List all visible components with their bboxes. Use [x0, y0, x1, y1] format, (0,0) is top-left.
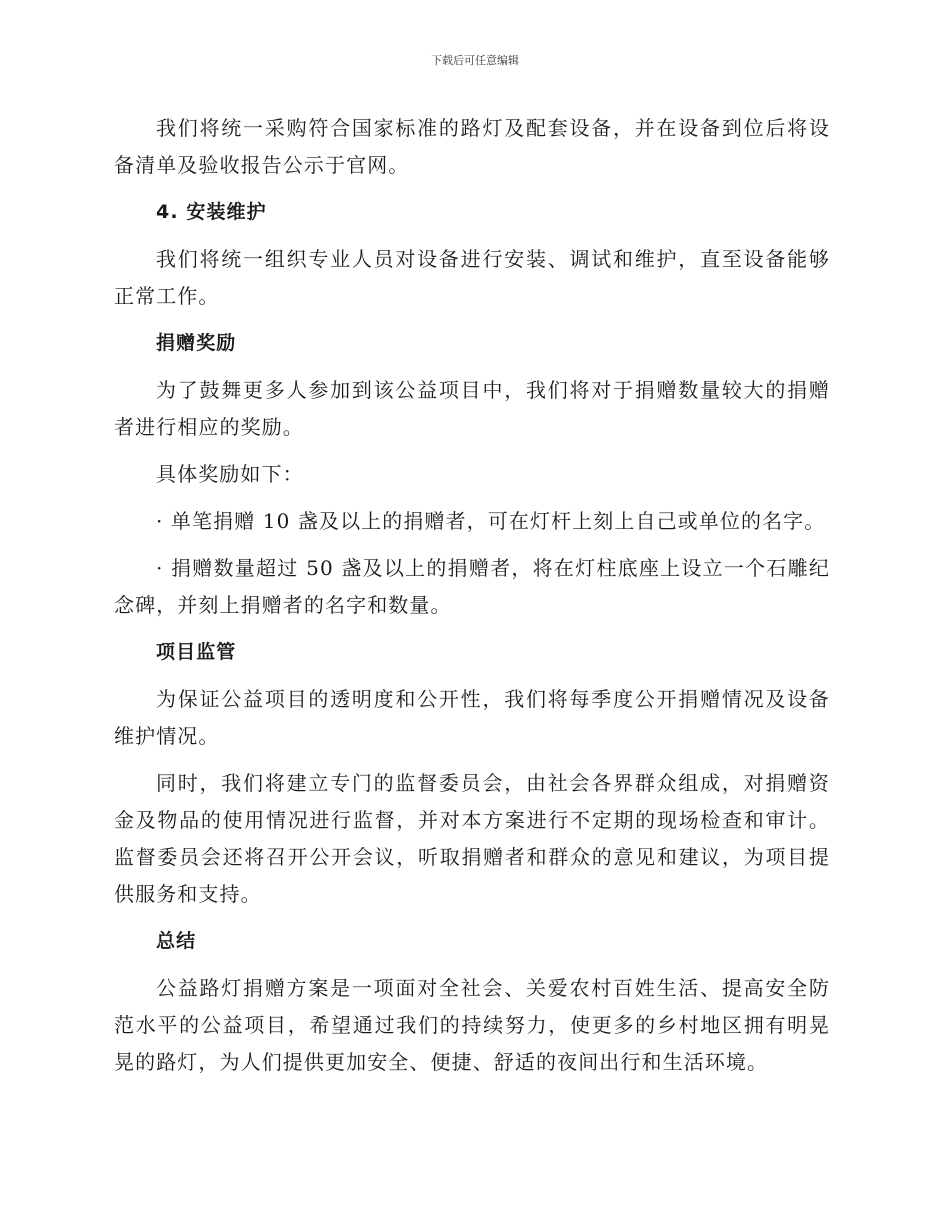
- heading-project-supervision: 项目监管: [156, 641, 237, 663]
- heading-summary: 总结: [156, 930, 197, 952]
- heading-installation: 4. 安装维护: [156, 201, 267, 223]
- paragraph-procurement: 我们将统一采购符合国家标准的路灯及配套设备，并在设备到位后将设备清单及验收报告公示于官网。: [114, 116, 830, 177]
- paragraph-rewards-list-title: 具体奖励如下：: [156, 462, 304, 486]
- document-body: [114, 110, 830, 1091]
- paragraph-summary: 公益路灯捐赠方案是一项面对全社会、关爱农村百姓生活、提高安全防范水平的公益项目，希望通过我们的持续努力，使更多的乡村地区拥有明晃晃的路灯，为人们提供更加安全、便捷、舒适的夜间出行和生活环境。: [114, 976, 830, 1074]
- heading-donation-rewards: 捐赠奖励: [156, 332, 237, 354]
- paragraph-installation: 我们将统一组织专业人员对设备进行安装、调试和维护，直至设备能够正常工作。: [114, 247, 830, 308]
- list-item-reward-10: · 单笔捐赠 10 盏及以上的捐赠者，可在灯杆上刻上自己或单位的名字。: [156, 509, 826, 533]
- list-item-reward-50: · 捐赠数量超过 50 盏及以上的捐赠者，将在灯柱底座上设立一个石雕纪念碑，并刻上捐赠者的名字和数量。: [114, 556, 830, 617]
- paragraph-rewards-intro: 为了鼓舞更多人参加到该公益项目中，我们将对于捐赠数量较大的捐赠者进行相应的奖励。: [114, 378, 830, 439]
- paragraph-transparency: 为保证公益项目的透明度和公开性，我们将每季度公开捐赠情况及设备维护情况。: [114, 687, 830, 748]
- paragraph-committee: 同时，我们将建立专门的监督委员会，由社会各界群众组成，对捐赠资金及物品的使用情况进行监督，并对本方案进行不定期的现场检查和审计。监督委员会还将召开公开会议，听取捐赠者和群众的意见和建议，为项目提供服务和支持。: [114, 771, 830, 906]
- page-header: 下载后可任意编辑: [431, 54, 519, 67]
